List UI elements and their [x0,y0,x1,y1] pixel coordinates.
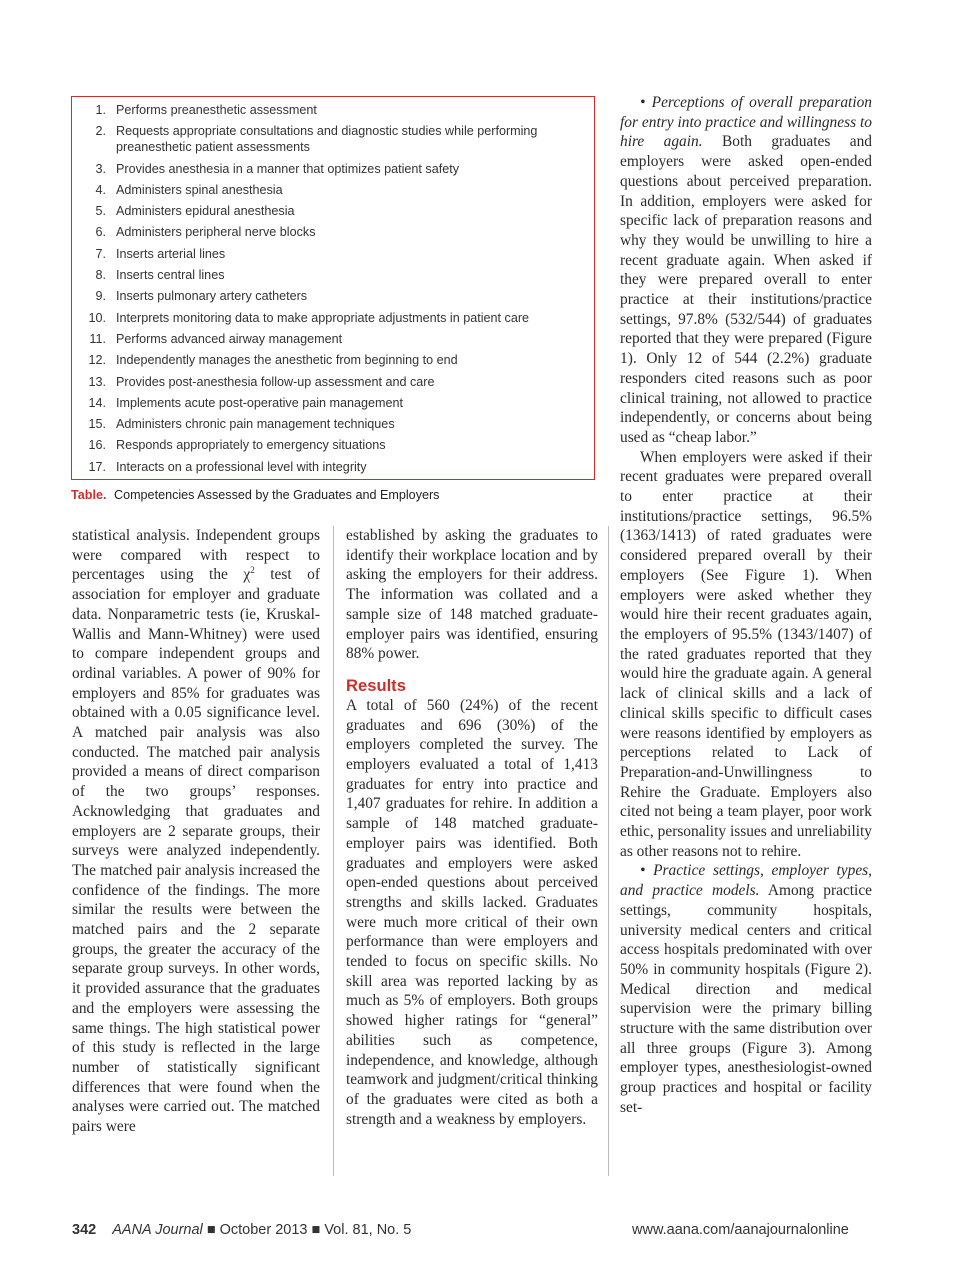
competency-row [82,161,584,177]
competency-text: Inserts arterial lines [116,246,226,261]
competency-text: Implements acute post-operative pain management [116,395,404,410]
journal-name: AANA Journal [112,1222,203,1238]
competency-number: 6. [95,225,106,240]
competency-row [82,352,584,368]
text-column-1 [72,526,320,1137]
footer-separator-1: ■ [206,1222,216,1238]
competency-number: 15. [88,417,106,432]
table-caption-label: Table. [71,488,107,502]
competency-row [82,395,584,411]
competency-number: 5. [95,204,106,219]
table-caption [71,488,439,502]
footer-left [72,1222,411,1238]
competency-row [82,331,584,347]
issue-date: October 2013 [219,1222,308,1238]
competency-text: Interacts on a professional level with integrity [116,459,367,474]
competency-number: 7. [95,246,106,261]
table-caption-text: Competencies Assessed by the Graduates and Employers [113,488,440,502]
competency-row [82,267,584,283]
column1-text-rest: test of association for employer and graduate data. Nonparametric tests (ie, Kruskal-Wallis and Mann-Whitney) were used to compare independent groups and ordinal variables. A power of 90% for employers and 85% for graduates was obtained with a 0.05 significance level. A matched pair analysis was also conducted. The matched pair analysis provided a means of direct comparison of the two groups’ responses. Acknowledging that graduates and employers are 2 separate groups, their surveys were analyzed independently. The matched pair analysis increased the confidence of the findings. The more similar the results were between the matched pairs and the 2 separate groups, the greater the accuracy of the separate group surveys. In other words, it provided assurance that the graduates and the employers were assessing the same things. The high statistical power of this study is reflected in the large number of statistically significant differences that were found when the analyses were carried out. The matched pairs were [72,566,320,1136]
competency-number: 9. [95,289,106,304]
competency-text: Administers epidural anesthesia [116,204,295,219]
results-heading: Results [346,675,406,695]
column1-paragraph [72,526,320,1137]
competency-row [82,310,584,326]
column2-paragraph-1: established by asking the graduates to identify their workplace location and by asking the employers for their address. The information was collated and a sample size of 148 matched graduate-employer pairs was identified, ensuring 88% power. [346,527,598,663]
competency-text: Interprets monitoring data to make appropriate adjustments in patient care [116,310,530,325]
bullet-2-heading: • Practice settings, employer types, and practice models. [620,862,872,900]
text-column-3 [620,93,872,1118]
column2-paragraph-2: A total of 560 (24%) of the recent graduates and 696 (30%) of the employers completed the survey. The employers evaluated a total of 1,413 graduates for entry into practice and 1,407 graduates for rehire. In addition a sample of 148 matched graduate-employer pairs was identified. Both graduates and employers were asked open-ended questions about perceived strengths and skills lacked. Graduates were much more critical of their own performance than were employers and tended to focus on specific skills. No skill area was reported lacking by as much as 5% of employers. Both groups showed higher ratings for “general” abilities such as competence, independence, and knowledge, although teamwork and judgment/critical thinking of the graduates were cited as both a strength and a weakness by employers. [346,696,598,1128]
competency-row [82,203,584,219]
competency-row [82,459,584,475]
competency-text: Requests appropriate consultations and diagnostic studies while performing preanesthetic patient assessments [116,124,538,155]
column3-paragraph-2: When employers were asked if their recent graduates were prepared overall to enter practice at their institutions/practice settings, 96.5% (1363/1413) of rated graduates were considered prepared overall by their employers (See Figure 1). When employers were asked whether they would hire their recent graduates again, the employers of 95.5% (1343/1407) of the rated graduates reported that they would hire the graduate again. A general lack of clinical skills and a lack of clinical skills specific to difficult cases were reasons identified by employers as perceptions related to Lack of Preparation-and-Unwillingness to Rehire the Graduate. Employers also cited not being a team player, poor work ethic, personality issues and unreliability as other reasons not to rehire. [620,448,872,860]
competency-number: 2. [95,124,106,139]
competency-row [82,224,584,240]
competency-row [82,102,584,118]
competency-number: 11. [89,331,106,346]
competency-text: Administers peripheral nerve blocks [116,225,316,240]
bullet-2-text: Among practice settings, community hospitals, university medical centers and critical access hospitals predominated with over 50% in community hospitals (Figure 2). Medical direction and medical supervision were the primary billing structure with the same distribution over all three groups (Figure 3). Among employer types, anesthesiologist-owned group practices and hospital or facility set- [620,882,872,1116]
column-divider-2 [608,526,609,1176]
competency-number: 17. [88,459,106,474]
footer-url: www.aana.com/aanajournalonline [632,1222,849,1238]
competency-row [82,123,584,155]
column-divider-1 [333,526,334,1176]
competency-row [82,374,584,390]
competency-number: 10. [88,310,106,325]
competency-text: Performs preanesthetic assessment [116,103,317,117]
column3-bullet-2 [620,861,872,1117]
competency-text: Independently manages the anesthetic from beginning to end [116,353,458,368]
competency-text: Provides anesthesia in a manner that optimizes patient safety [116,161,460,176]
competency-text: Administers spinal anesthesia [116,182,283,197]
competency-number: 16. [88,438,106,453]
bullet-1-heading: • Perceptions of overall preparation for entry into practice and willingness to hire again. [620,94,872,151]
competency-number: 14. [88,395,106,410]
competency-number: 4. [95,182,106,197]
competency-row [82,416,584,432]
bullet-1-text: Both graduates and employers were asked open-ended questions about perceived preparation. In addition, employers were asked for specific lack of preparation reasons and why they would be unwilling to hire a recent graduate again. When asked if they were prepared overall to enter practice at their institutions/practice settings, 97.8% (532/544) of graduates reported that they were prepared (Figure 1). Only 12 of 544 (2.2%) graduate responders cited reasons such as poor clinical training, not allowed to practice independently, or concerns about being used as “cheap labor.” [620,133,872,446]
competency-row [82,246,584,262]
competency-text: Performs advanced airway management [116,331,343,346]
volume-number: Vol. 81, No. 5 [324,1222,412,1238]
competency-number: 8. [95,268,106,283]
competency-number: 3. [95,161,106,176]
competency-number: 1. [95,103,106,117]
competency-number: 13. [88,374,106,389]
page-number: 342 [72,1222,97,1238]
competency-row [82,437,584,453]
competency-row [82,182,584,198]
competency-text: Administers chronic pain management techniques [116,417,395,432]
competency-text: Responds appropriately to emergency situations [116,438,386,453]
competency-text: Provides post-anesthesia follow-up assessment and care [116,374,435,389]
competency-text: Inserts pulmonary artery catheters [116,289,308,304]
competency-text: Inserts central lines [116,268,225,283]
competency-row [82,288,584,304]
chi-square-superscript: 2 [250,565,255,576]
competency-number: 12. [88,353,106,368]
competencies-table [71,96,595,480]
text-column-2 [346,526,598,1129]
footer-separator-2: ■ [311,1222,321,1238]
column3-bullet-1 [620,93,872,448]
column1-text-start: statistical analysis. Independent groups were compared with respect to percentages using the χ [72,527,320,584]
